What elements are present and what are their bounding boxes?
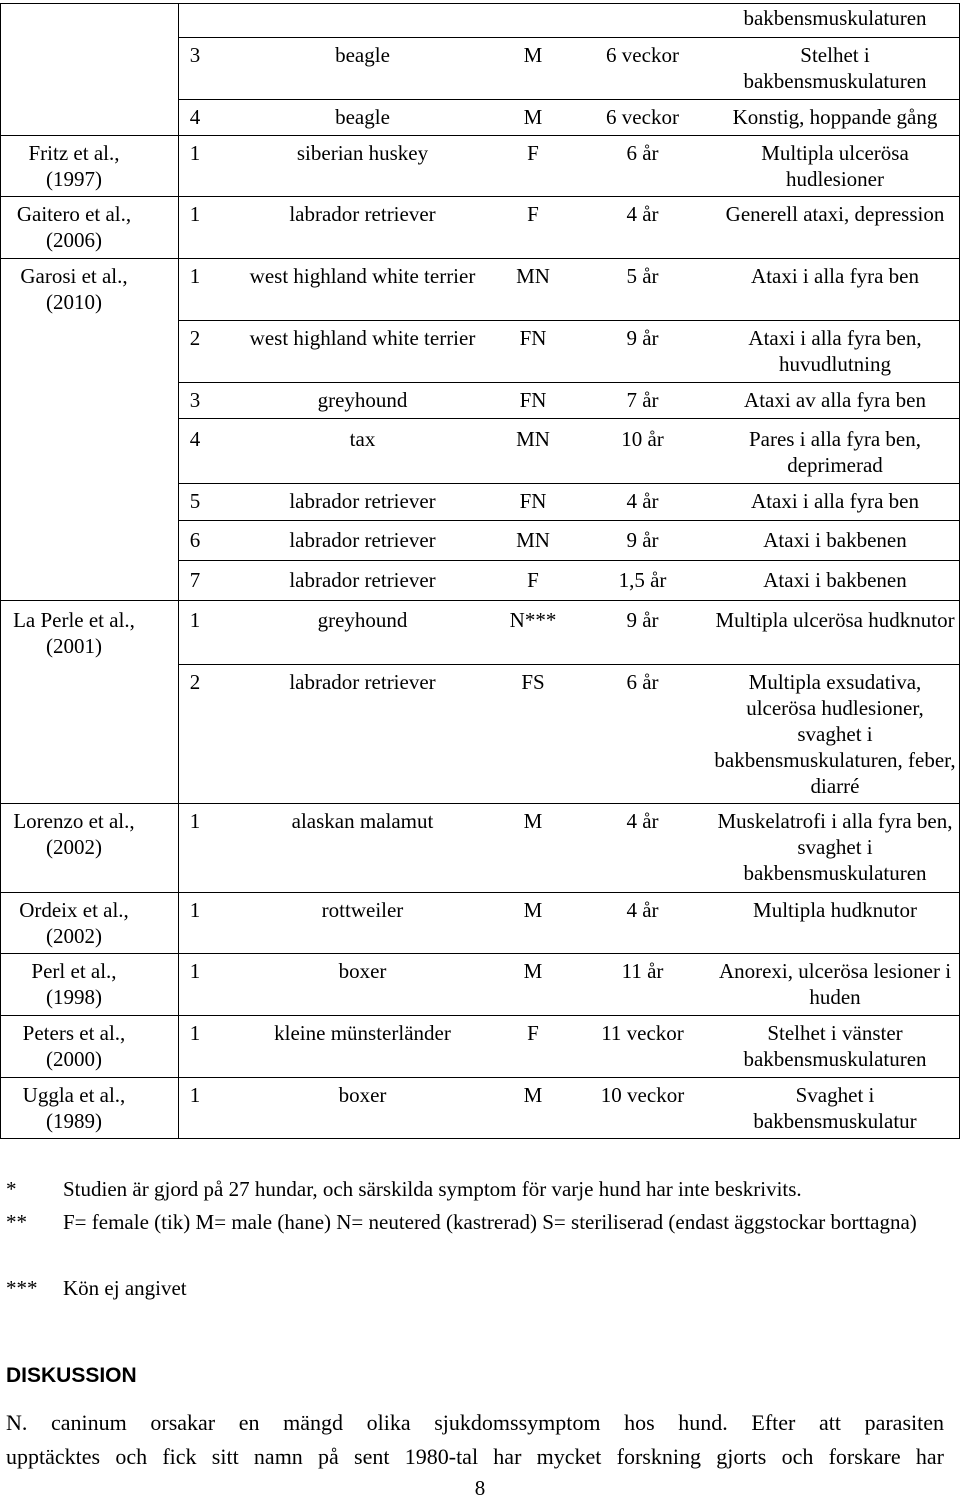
footnote-text: F= female (tik) M= male (hane) N= neutered (kastrerad) S= steriliserad (endast äggstockar borttagna) xyxy=(63,1210,917,1234)
cell-age: 6 år xyxy=(626,141,659,165)
cell-age: 9 år xyxy=(626,326,659,350)
cell-sex: F xyxy=(527,568,539,592)
cell-symptoms: Ataxi i alla fyra ben, huvudlutning xyxy=(748,326,922,376)
cell-symptoms: bakbensmuskulaturen xyxy=(743,6,927,30)
table-rule xyxy=(0,803,960,804)
table-rule xyxy=(0,135,960,136)
table-rule xyxy=(0,3,960,4)
cell-breed: beagle xyxy=(335,43,390,67)
cell-reference: Uggla et al., (1989) xyxy=(22,1083,126,1133)
footnote-mark: *** xyxy=(6,1276,38,1300)
cell-breed: labrador retriever xyxy=(289,568,436,592)
cell-symptoms: Anorexi, ulcerösa lesioner i huden xyxy=(718,959,952,1009)
cell-age: 6 år xyxy=(626,670,659,694)
cell-breed: rottweiler xyxy=(321,898,404,922)
cell-symptoms: Stelhet i vänster bakbensmuskulaturen xyxy=(743,1021,927,1071)
section-heading: DISKUSSION xyxy=(6,1364,137,1387)
cell-count: 7 xyxy=(189,568,201,592)
cell-count: 1 xyxy=(189,264,201,288)
cell-symptoms: Multipla hudknutor xyxy=(753,898,917,922)
cell-age: 4 år xyxy=(626,898,659,922)
cell-count: 1 xyxy=(189,141,201,165)
cell-sex: M xyxy=(523,43,543,67)
table-rule xyxy=(178,418,960,419)
cell-breed: boxer xyxy=(338,959,387,983)
cell-breed: siberian huskey xyxy=(296,141,429,165)
cell-age: 9 år xyxy=(626,528,659,552)
cell-reference: Ordeix et al., (2002) xyxy=(19,898,129,948)
cell-age: 9 år xyxy=(626,608,659,632)
cell-reference: Lorenzo et al., (2002) xyxy=(13,809,135,859)
cell-symptoms: Pares i alla fyra ben, deprimerad xyxy=(748,427,921,477)
cell-reference: La Perle et al., (2001) xyxy=(13,608,135,658)
cell-count: 2 xyxy=(189,670,201,694)
table-rule xyxy=(178,320,960,321)
cell-age: 6 veckor xyxy=(606,105,679,129)
cell-sex: F xyxy=(527,1021,539,1045)
table-rule xyxy=(0,1077,960,1078)
cell-symptoms: Multipla ulcerösa hudknutor xyxy=(715,608,955,632)
cell-sex: MN xyxy=(516,264,550,288)
cell-count: 1 xyxy=(189,1021,201,1045)
cell-age: 10 veckor xyxy=(600,1083,685,1107)
cell-symptoms: Svaghet i bakbensmuskulatur xyxy=(753,1083,917,1133)
cell-symptoms: Ataxi i alla fyra ben xyxy=(751,489,919,513)
cell-sex: M xyxy=(523,105,543,129)
table-rule xyxy=(0,1138,960,1139)
cell-count: 1 xyxy=(189,608,201,632)
cell-breed: west highland white terrier xyxy=(249,326,476,350)
table-rule xyxy=(0,1015,960,1016)
cell-sex: M xyxy=(523,898,543,922)
cell-count: 3 xyxy=(189,43,201,67)
cell-symptoms: Muskelatrofi i alla fyra ben, svaghet i bakbensmuskulaturen xyxy=(717,809,953,885)
cell-count: 4 xyxy=(189,427,201,451)
cell-symptoms: Multipla ulcerösa hudlesioner xyxy=(761,141,909,191)
cell-age: 11 år xyxy=(621,959,664,983)
table-rule xyxy=(0,953,960,954)
table-rule xyxy=(0,3,1,1139)
cell-reference: Garosi et al., (2010) xyxy=(20,264,128,314)
cell-age: 1,5 år xyxy=(618,568,667,592)
cell-sex: MN xyxy=(516,528,550,552)
cell-age: 4 år xyxy=(626,809,659,833)
table-rule xyxy=(178,382,960,383)
cell-breed: tax xyxy=(349,427,376,451)
cell-breed: labrador retriever xyxy=(289,670,436,694)
table-rule xyxy=(178,3,179,1139)
cell-symptoms: Ataxi i alla fyra ben xyxy=(751,264,919,288)
cell-breed: kleine münsterländer xyxy=(274,1021,451,1045)
cell-breed: boxer xyxy=(338,1083,387,1107)
table-rule xyxy=(0,196,960,197)
cell-sex: M xyxy=(523,809,543,833)
cell-count: 1 xyxy=(189,202,201,226)
cell-breed: labrador retriever xyxy=(289,489,436,513)
cell-sex: FS xyxy=(521,670,545,694)
footnote-mark: ** xyxy=(6,1210,27,1234)
cell-symptoms: Generell ataxi, depression xyxy=(725,202,945,226)
table-rule xyxy=(0,892,960,893)
footnote-text: Kön ej angivet xyxy=(63,1276,187,1300)
cell-count: 6 xyxy=(189,528,201,552)
cell-breed: alaskan malamut xyxy=(291,809,434,833)
table-rule xyxy=(0,600,960,601)
cell-sex: MN xyxy=(516,427,550,451)
cell-age: 10 år xyxy=(621,427,664,451)
paragraph-line: upptäcktes och fick sitt namn på sent 1980-tal har mycket forskning gjorts och forskare har xyxy=(6,1444,944,1469)
cell-count: 3 xyxy=(189,388,201,412)
page-number: 8 xyxy=(474,1476,486,1500)
cell-breed: west highland white terrier xyxy=(249,264,476,288)
footnote-text: Studien är gjord på 27 hundar, och särskilda symptom för varje hund har inte beskrivits. xyxy=(63,1177,802,1201)
cell-sex: N*** xyxy=(509,608,557,632)
cell-count: 1 xyxy=(189,1083,201,1107)
table-rule xyxy=(178,483,960,484)
cell-sex: M xyxy=(523,959,543,983)
cell-symptoms: Ataxi i bakbenen xyxy=(763,528,907,552)
cell-count: 1 xyxy=(189,959,201,983)
cell-breed: labrador retriever xyxy=(289,528,436,552)
table-rule xyxy=(178,520,960,521)
cell-age: 6 veckor xyxy=(606,43,679,67)
table-rule xyxy=(178,99,960,100)
cell-sex: FN xyxy=(519,326,547,350)
cell-count: 5 xyxy=(189,489,201,513)
table-rule xyxy=(178,664,960,665)
cell-sex: FN xyxy=(519,489,547,513)
cell-breed: greyhound xyxy=(317,388,408,412)
cell-reference: Fritz et al., (1997) xyxy=(28,141,120,191)
footnote-mark: * xyxy=(6,1177,17,1201)
cell-age: 7 år xyxy=(626,388,659,412)
cell-sex: F xyxy=(527,202,539,226)
cell-symptoms: Ataxi i bakbenen xyxy=(763,568,907,592)
cell-symptoms: Konstig, hoppande gång xyxy=(732,105,938,129)
cell-count: 1 xyxy=(189,809,201,833)
cell-count: 4 xyxy=(189,105,201,129)
cell-reference: Perl et al., (1998) xyxy=(31,959,117,1009)
paragraph-line: N. caninum orsakar en mängd olika sjukdomssymptom hos hund. Efter att parasiten xyxy=(6,1410,944,1435)
cell-age: 4 år xyxy=(626,202,659,226)
cell-sex: FN xyxy=(519,388,547,412)
cell-age: 4 år xyxy=(626,489,659,513)
cell-age: 11 veckor xyxy=(601,1021,684,1045)
cell-count: 2 xyxy=(189,326,201,350)
cell-symptoms: Stelhet i bakbensmuskulaturen xyxy=(743,43,927,93)
table-rule xyxy=(178,560,960,561)
table-rule xyxy=(0,258,960,259)
cell-sex: M xyxy=(523,1083,543,1107)
cell-symptoms: Multipla exsudativa, ulcerösa hudlesioner, svaghet i bakbensmuskulaturen, feber, diarré xyxy=(714,670,956,798)
cell-age: 5 år xyxy=(626,264,659,288)
cell-breed: greyhound xyxy=(317,608,408,632)
cell-symptoms: Ataxi av alla fyra ben xyxy=(744,388,926,412)
cell-reference: Gaitero et al., (2006) xyxy=(16,202,132,252)
cell-breed: beagle xyxy=(335,105,390,129)
cell-count: 1 xyxy=(189,898,201,922)
table-rule xyxy=(178,37,960,38)
cell-sex: F xyxy=(527,141,539,165)
cell-reference: Peters et al., (2000) xyxy=(22,1021,126,1071)
cell-breed: labrador retriever xyxy=(289,202,436,226)
